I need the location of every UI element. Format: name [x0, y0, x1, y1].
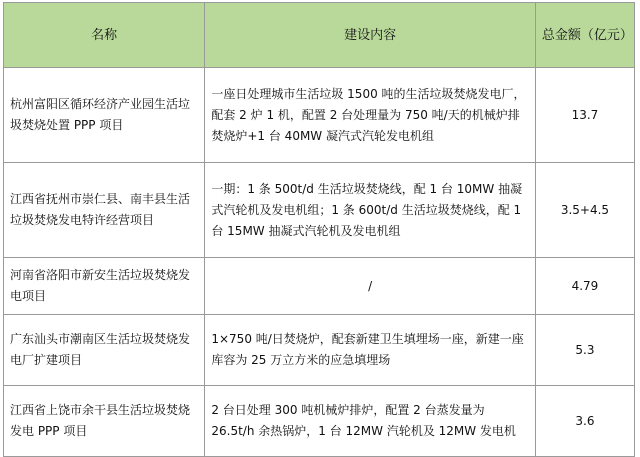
project-table	[3, 2, 635, 457]
table-row	[4, 163, 635, 258]
project-amount-cell: 13.7	[535, 68, 634, 163]
header-amount: 总金额（亿元）	[535, 3, 634, 68]
project-name-cell: 江西省抚州市崇仁县、南丰县生活垃圾焚烧发电特许经营项目	[4, 163, 205, 258]
project-amount-cell: 4.79	[535, 258, 634, 315]
header-row	[4, 3, 635, 68]
project-amount-cell: 3.5+4.5	[535, 163, 634, 258]
project-content-cell: 1×750 吨/日焚烧炉，配套新建卫生填埋场一座，新建一座库容为 25 万立方米的应急填埋场	[205, 315, 536, 386]
table-row	[4, 315, 635, 386]
table-row	[4, 68, 635, 163]
project-name-cell: 杭州富阳区循环经济产业园生活垃圾焚烧处置 PPP 项目	[4, 68, 205, 163]
table-row	[4, 386, 635, 457]
project-amount-cell: 5.3	[535, 315, 634, 386]
project-name-cell: 河南省洛阳市新安生活垃圾焚烧发电项目	[4, 258, 205, 315]
table-row	[4, 258, 635, 315]
project-content-cell: 一期：1 条 500t/d 生活垃圾焚烧线，配 1 台 10MW 抽凝式汽轮机及发电机组；1 条 600t/d 生活垃圾焚烧线，配 1 台 15MW 抽凝式汽轮机及发电机组	[205, 163, 536, 258]
project-content-cell: 2 台日处理 300 吨机械炉排炉，配置 2 台蒸发量为 26.5t/h 余热锅炉，1 台 12MW 汽轮机及 12MW 发电机	[205, 386, 536, 457]
table-header	[4, 3, 635, 68]
project-content-cell: 一座日处理城市生活垃圾 1500 吨的生活垃圾焚烧发电厂，配套 2 炉 1 机，配置 2 台处理量为 750 吨/天的机械炉排焚烧炉+1 台 40MW 凝汽式汽轮发电机组	[205, 68, 536, 163]
project-name-cell: 江西省上饶市余干县生活垃圾焚烧发电 PPP 项目	[4, 386, 205, 457]
project-amount-cell: 3.6	[535, 386, 634, 457]
project-content-cell: /	[205, 258, 536, 315]
header-content: 建设内容	[205, 3, 536, 68]
table-body	[4, 68, 635, 457]
project-name-cell: 广东汕头市潮南区生活垃圾焚烧发电厂扩建项目	[4, 315, 205, 386]
header-name: 名称	[4, 3, 205, 68]
